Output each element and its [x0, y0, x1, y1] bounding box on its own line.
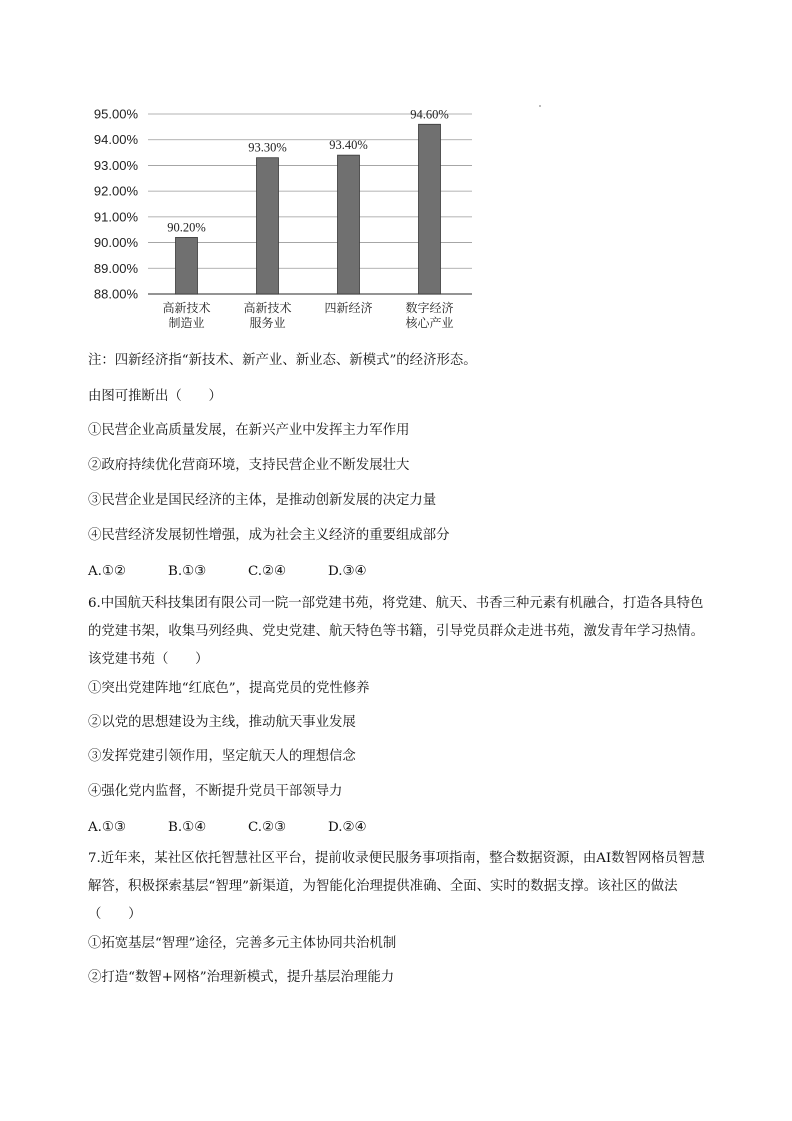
- y-tick-label: 93.00%: [93, 157, 138, 173]
- y-tick-label: 92.00%: [93, 183, 138, 199]
- q5-options: [88, 564, 408, 579]
- data-label: 93.30%: [248, 140, 287, 155]
- x-category-label: 数字经济: [405, 301, 454, 315]
- bar: [176, 237, 198, 294]
- x-axis-categories: [162, 300, 453, 330]
- q7-stem: 7.近年来，某社区依托智慧社区平台，提前收录便民服务事项指南，整合数据资源，由AI数智网格员智慧解答，积极探索基层“智理”新渠道，为智能化治理提供准确、全面、实时的数据支撑。该社区的做法（ ）: [88, 851, 705, 922]
- q5-option-a[interactable]: A.①②: [88, 564, 126, 579]
- q6-item-2: ②以党的思想建设为主线，推动航天事业发展: [88, 715, 356, 730]
- q6-item-3: ③发挥党建引领作用，坚定航天人的理想信念: [88, 749, 356, 764]
- q6-option-a[interactable]: A.①③: [88, 820, 126, 835]
- q6-option-c[interactable]: C.②③: [248, 820, 287, 835]
- q5-option-b[interactable]: B.①③: [168, 564, 207, 579]
- q6-option-d[interactable]: D.②④: [328, 820, 367, 835]
- q5-item-2: ②政府持续优化营商环境，支持民营企业不断发展壮大: [88, 458, 410, 473]
- y-tick-label: 89.00%: [93, 260, 138, 276]
- data-label: 94.60%: [410, 107, 449, 122]
- bar: [257, 158, 279, 294]
- q5-item-3: ③民营企业是国民经济的主体，是推动创新发展的决定力量: [88, 493, 437, 508]
- y-tick-label: 88.00%: [93, 286, 138, 302]
- data-label: 93.40%: [329, 138, 368, 153]
- y-tick-label: 90.00%: [93, 235, 138, 251]
- q6-stem: 6.中国航天科技集团有限公司一院一部党建书苑，将党建、航天、书香三种元素有机融合，打造各具特色的党建书架，收集马列经典、党史党建、航天特色等书籍，引导党员群众走进书苑，激发青年学习热情。该党建书苑（ ）: [88, 596, 704, 667]
- bar-chart: [80, 100, 480, 340]
- q5-item-4: ④民营经济发展韧性增强，成为社会主义经济的重要组成部分: [88, 528, 450, 543]
- bar: [338, 155, 360, 294]
- q7-item-1: ①拓宽基层“智理”途径，完善多元主体协同共治机制: [88, 936, 397, 951]
- y-tick-label: 95.00%: [93, 106, 138, 122]
- data-label: 90.20%: [167, 220, 206, 235]
- x-category-label: 核心产业: [405, 316, 454, 330]
- x-category-label: 高新技术: [162, 301, 211, 315]
- q7-item-2: ②打造“数智+网格”治理新模式，提升基层治理能力: [88, 970, 395, 985]
- x-category-label: 四新经济: [324, 301, 373, 315]
- x-category-label: 高新技术: [243, 301, 292, 315]
- q5-option-c[interactable]: C.②④: [248, 564, 287, 579]
- scan-speck: [539, 105, 541, 107]
- y-axis-ticks: [94, 107, 139, 302]
- q5-stem: 由图可推断出（ ）: [88, 389, 222, 404]
- y-tick-label: 91.00%: [93, 209, 138, 225]
- x-category-label: 制造业: [168, 316, 205, 330]
- bar: [419, 124, 441, 294]
- data-labels: [167, 107, 449, 234]
- y-tick-label: 94.00%: [93, 132, 138, 148]
- q5-item-1: ①民营企业高质量发展，在新兴产业中发挥主力军作用: [88, 423, 410, 438]
- x-category-label: 服务业: [249, 316, 286, 330]
- q6-options: [88, 820, 408, 835]
- q6-item-1: ①突出党建阵地“红底色”，提高党员的党性修养: [88, 681, 370, 696]
- q6-item-4: ④强化党内监督，不断提升党员干部领导力: [88, 784, 343, 799]
- chart-note: 注：四新经济指“新技术、新产业、新业态、新模式”的经济形态。: [88, 353, 477, 368]
- q6-option-b[interactable]: B.①④: [168, 820, 207, 835]
- q5-option-d[interactable]: D.③④: [328, 564, 367, 579]
